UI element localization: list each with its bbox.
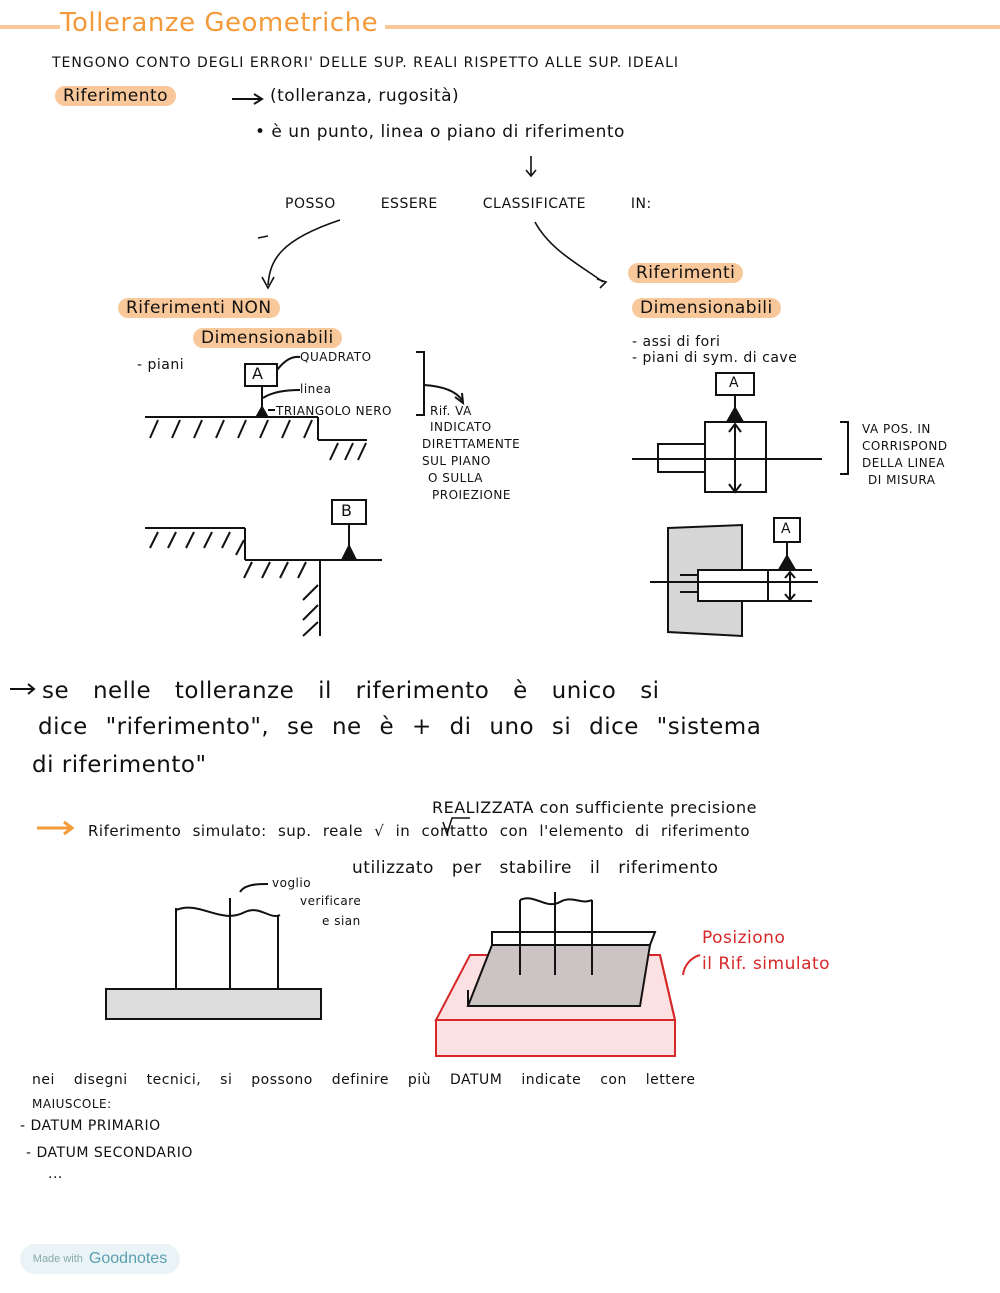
arrow-down-icon [526, 156, 536, 176]
red-note-2: il Rif. simulato [702, 954, 831, 974]
datum-line-1: nei disegni tecnici, si possono definire più DATUM indicate con lettere [32, 1072, 696, 1088]
simulated-datum-left [106, 884, 321, 1019]
red-note-1: Posiziono [702, 928, 786, 948]
paragraph-line-2: dice "riferimento", se ne è + di uno si dice "sistema [38, 714, 762, 740]
badge-brand: Goodnotes [88, 1250, 168, 1267]
dim-note-1: VA POS. IN [862, 422, 931, 436]
simulated-datum-right [436, 892, 700, 1056]
intro-text: TENGONO CONTO DEGLI ERRORI' DELLE SUP. REALI RISPETTO ALLE SUP. IDEALI [52, 55, 680, 71]
orange-arrow-icon [37, 822, 72, 834]
dim-box-a-letter: A [729, 375, 740, 391]
label-triangolo: TRIANGOLO NERO [276, 404, 392, 418]
non-dim-note-1: Rif. VA [430, 404, 472, 418]
non-dim-note-6: PROIEZIONE [432, 488, 511, 502]
simulato-above: REALIZZATA con sufficiente precisione [432, 798, 757, 817]
datum-item-2: - DATUM SECONDARIO [26, 1145, 193, 1161]
datum-item-1: - DATUM PRIMARIO [20, 1118, 161, 1134]
dim-item-2: - piani di sym. di cave [632, 350, 798, 366]
dim-title-2 [632, 298, 781, 318]
goodnotes-badge [20, 1244, 180, 1274]
non-dim-title-1 [118, 298, 280, 318]
voglio-3: e sian [322, 914, 361, 928]
dim-title-1 [628, 263, 743, 283]
riferimento-label [55, 86, 176, 106]
riferimento-highlight: Riferimento [55, 86, 176, 106]
simulato-label: Riferimento simulato: sup. reale √ in contatto con l'elemento di riferimento [88, 822, 751, 840]
non-dim-title-1-text: Riferimenti NON [118, 298, 280, 318]
datum-drawing-dim-b [650, 518, 818, 636]
riferimento-definition: • è un punto, linea o piano di riferimento [255, 122, 625, 142]
label-linea: linea [300, 382, 332, 396]
dim-title-2-text: Dimensionabili [632, 298, 781, 318]
non-dim-note-4: SUL PIANO [422, 454, 491, 468]
voglio-2: verificare [300, 894, 362, 908]
datum-drawing-dim-a [632, 373, 848, 492]
non-dim-item: - piani [137, 357, 185, 373]
paragraph-line-3: di riferimento" [32, 752, 207, 778]
dim-item-1: - assi di fori [632, 334, 721, 350]
non-dim-title-2 [193, 328, 342, 348]
dim-box-a2-letter: A [781, 521, 792, 537]
simulato-below: utilizzato per stabilire il riferimento [352, 858, 719, 878]
non-dim-title-2-text: Dimensionabili [193, 328, 342, 348]
dim-note-4: DI MISURA [868, 473, 936, 487]
non-dim-note-5: O SULLA [428, 471, 484, 485]
dim-note-2: CORRISPOND [862, 439, 948, 453]
page-title: Tolleranze Geometriche [60, 8, 379, 38]
dim-note-3: DELLA LINEA [862, 456, 945, 470]
curve-arrow-right [535, 222, 603, 282]
box-b-letter: B [341, 501, 353, 520]
box-a-letter: A [252, 364, 264, 383]
label-quadrato: QUADRATO [300, 350, 372, 364]
curve-arrow-left [268, 220, 340, 285]
paragraph-arrow-icon [10, 684, 34, 694]
paragraph-line-1: se nelle tolleranze il riferimento è unico si [42, 678, 660, 704]
non-dim-note-3: DIRETTAMENTE [422, 437, 521, 451]
riferimento-note: (tolleranza, rugosità) [270, 86, 460, 106]
datum-drawing-b [145, 500, 382, 636]
datum-item-3: ... [48, 1166, 63, 1182]
datum-line-2: MAIUSCOLE: [32, 1097, 112, 1111]
voglio-1: voglio [272, 876, 312, 890]
arrow-right-icon [232, 94, 262, 104]
non-dim-note-2: INDICATO [430, 420, 492, 434]
badge-prefix: Made with [32, 1253, 83, 1265]
dim-title-1-text: Riferimenti [628, 263, 743, 283]
classified-text: POSSO ESSERE CLASSIFICATE IN: [285, 196, 652, 212]
